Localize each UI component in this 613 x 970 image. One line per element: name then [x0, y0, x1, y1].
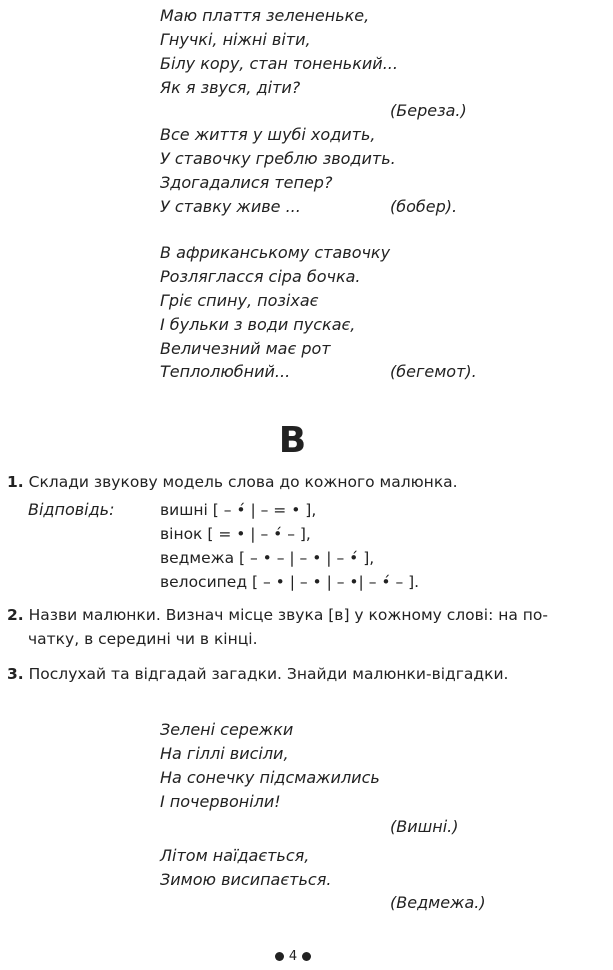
riddle-line: Теплолюбний...: [160, 362, 291, 381]
riddle-line: Розлягласся сіра бочка.: [160, 267, 361, 286]
riddle-line: Білу кору, стан тоненький...: [160, 54, 398, 73]
riddle-answer: (Вишні.): [390, 817, 459, 836]
riddle-line: На гіллі висіли,: [160, 744, 289, 763]
riddle-line: І бульки з води пускає,: [160, 315, 356, 334]
answer-label: Відповідь:: [28, 500, 115, 519]
task-number: 3.: [7, 665, 24, 683]
riddle-line: Здогадалися тепер?: [160, 173, 333, 192]
riddle-line: Величезний має рот: [160, 339, 331, 358]
sound-model: вінок [ = • | – •́ – ],: [160, 525, 311, 543]
riddle-line: В африканському ставочку: [160, 243, 391, 262]
task-text: Послухай та відгадай загадки. Знайди малюнки-відгадки.: [28, 665, 509, 683]
task-2: [7, 605, 548, 625]
riddle-answer: (бобер).: [390, 197, 458, 216]
task-text-continued: чатку, в середині чи в кінці.: [28, 630, 258, 648]
riddle-line: Гнучкі, ніжні віти,: [160, 30, 311, 49]
ornament-left-icon: [275, 952, 284, 961]
task-3: [7, 664, 508, 684]
riddle-answer: (Береза.): [390, 101, 467, 120]
riddle-line: На сонечку підсмажились: [160, 768, 380, 787]
riddle-line: У ставочку греблю зводить.: [160, 149, 396, 168]
task-1: [7, 472, 458, 492]
riddle-line: У ставку живе ...: [160, 197, 301, 216]
sound-model: ведмежа [ – • – | – • | – •́ ],: [160, 549, 375, 567]
page-footer: [270, 946, 316, 966]
riddle-line: Зимою висипається.: [160, 870, 332, 889]
riddle-line: Гріє спину, позіхає: [160, 291, 319, 310]
riddle-line: Маю плаття зелененьке,: [160, 6, 370, 25]
riddle-line: І почервоніли!: [160, 792, 281, 811]
task-text: Склади звукову модель слова до кожного малюнка.: [28, 473, 458, 491]
ornament-right-icon: [302, 952, 311, 961]
sound-model: велосипед [ – • | – • | – •| – •́ – ].: [160, 573, 420, 591]
task-number: 2.: [7, 606, 24, 624]
riddle-line: Літом наїдається,: [160, 846, 310, 865]
riddle-line: Зелені сережки: [160, 720, 294, 739]
task-number: 1.: [7, 473, 24, 491]
sound-model: вишні [ – •́ | – = • ],: [160, 501, 317, 519]
riddle-line: Як я звуся, діти?: [160, 78, 301, 97]
page-number: 4: [288, 948, 298, 964]
riddle-answer: (Ведмежа.): [390, 893, 486, 912]
task-text: Назви малюнки. Визнач місце звука [в] у кожному слові: на по-: [28, 606, 549, 624]
riddle-answer: (бегемот).: [390, 362, 477, 381]
riddle-line: Все життя у шубі ходить,: [160, 125, 376, 144]
section-letter: В: [278, 420, 307, 461]
